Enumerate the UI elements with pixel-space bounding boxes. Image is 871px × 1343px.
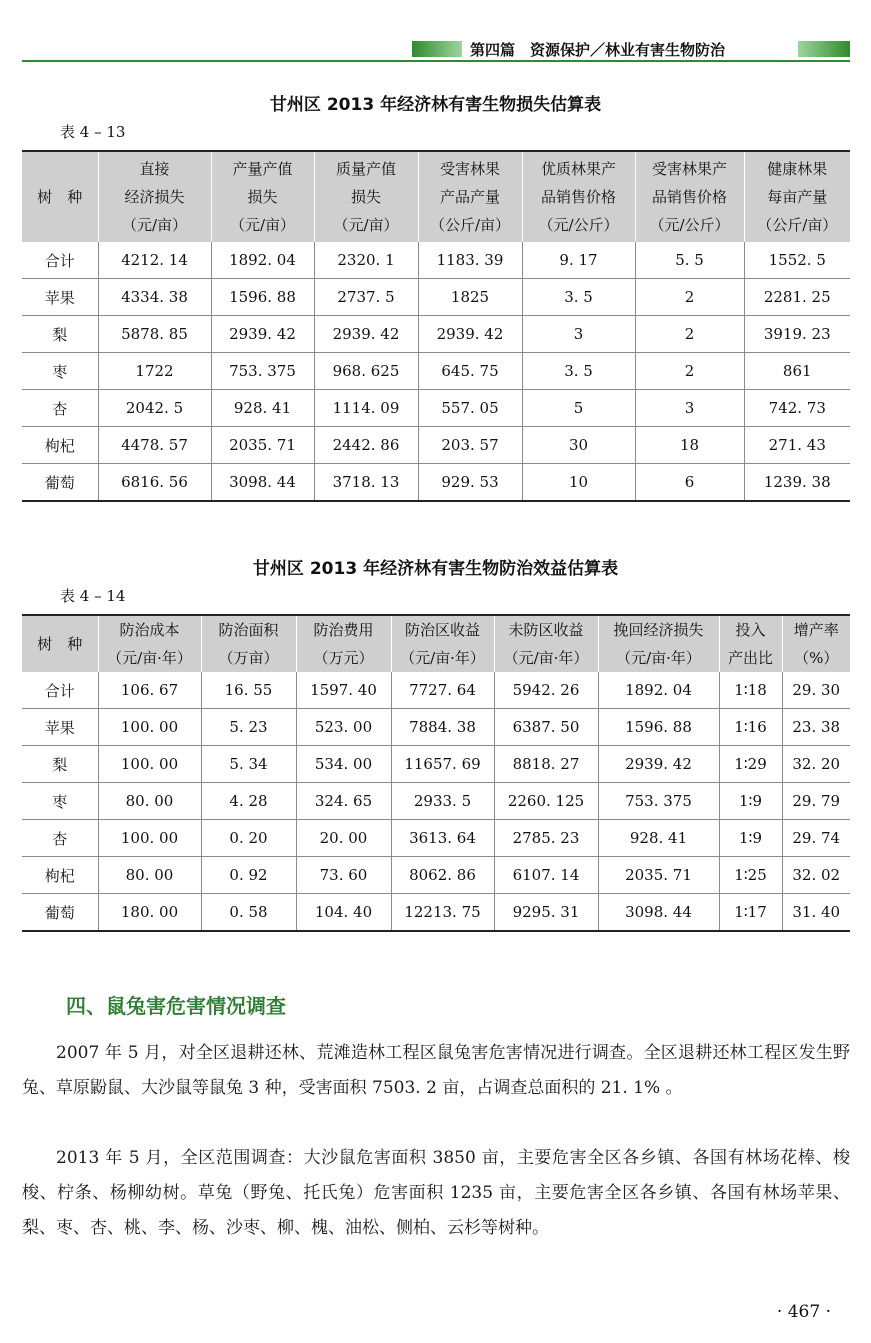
table-cell: 106. 67 <box>98 672 201 709</box>
table-cell: 2 <box>635 353 744 390</box>
table-cell: 1114. 09 <box>314 390 418 427</box>
table-cell: 928. 41 <box>211 390 314 427</box>
table-cell: 9. 17 <box>522 242 635 279</box>
column-header-line: 增产率 <box>793 621 839 639</box>
table-cell: 20. 00 <box>296 820 391 857</box>
table-cell: 6816. 56 <box>98 464 211 502</box>
table-cell: 4. 28 <box>201 783 296 820</box>
column-header-line: 产出比 <box>727 649 773 667</box>
column-header-line: 品销售价格 <box>651 188 727 206</box>
table-row <box>22 857 850 894</box>
table-cell: 2939. 42 <box>314 316 418 353</box>
table-cell: 7884. 38 <box>391 709 494 746</box>
running-header <box>0 40 871 64</box>
table-cell: 3613. 64 <box>391 820 494 857</box>
table2-header-row <box>22 615 850 672</box>
column-header-line: （元/亩·年） <box>107 649 192 667</box>
table-cell: 29. 30 <box>782 672 850 709</box>
table1-column-header <box>418 151 522 242</box>
table-cell: 523. 00 <box>296 709 391 746</box>
table-cell: 861 <box>744 353 850 390</box>
table-cell: 100. 00 <box>98 820 201 857</box>
column-header-line: 品销售价格 <box>540 188 616 206</box>
table-cell: 3 <box>522 316 635 353</box>
table-cell: 3. 5 <box>522 353 635 390</box>
table-cell: 32. 20 <box>782 746 850 783</box>
table-cell: 1∶16 <box>719 709 782 746</box>
column-header-line: 损失 <box>350 188 381 206</box>
table-cell: 1596. 88 <box>211 279 314 316</box>
table-cell: 2442. 86 <box>314 427 418 464</box>
table-cell: 104. 40 <box>296 894 391 932</box>
table-cell: 5878. 85 <box>98 316 211 353</box>
table-cell: 1∶9 <box>719 783 782 820</box>
table-cell: 5. 23 <box>201 709 296 746</box>
table-cell: 2939. 42 <box>211 316 314 353</box>
column-header-line: （元/亩） <box>121 216 188 234</box>
column-header-line: 防治成本 <box>119 621 180 639</box>
tree-species-cell: 枣 <box>22 783 98 820</box>
table-cell: 80. 00 <box>98 857 201 894</box>
table-cell: 23. 38 <box>782 709 850 746</box>
table-cell: 1825 <box>418 279 522 316</box>
tree-species-cell: 合计 <box>22 672 98 709</box>
table-cell: 1∶17 <box>719 894 782 932</box>
table-cell: 1∶9 <box>719 820 782 857</box>
table-cell: 557. 05 <box>418 390 522 427</box>
table-cell: 16. 55 <box>201 672 296 709</box>
table-cell: 8062. 86 <box>391 857 494 894</box>
column-header-line: （元/公斤） <box>649 216 730 234</box>
table-row <box>22 783 850 820</box>
table2-column-header <box>494 615 598 672</box>
table-cell: 30 <box>522 427 635 464</box>
table-cell: 324. 65 <box>296 783 391 820</box>
tree-species-cell: 苹果 <box>22 709 98 746</box>
table-cell: 1183. 39 <box>418 242 522 279</box>
table-cell: 1552. 5 <box>744 242 850 279</box>
column-header-line: 未防区收益 <box>508 621 584 639</box>
table-cell: 2035. 71 <box>598 857 719 894</box>
table-cell: 5. 5 <box>635 242 744 279</box>
table-row <box>22 316 850 353</box>
header-bar-left <box>412 41 462 57</box>
table2-column-header <box>201 615 296 672</box>
table-cell: 534. 00 <box>296 746 391 783</box>
table2-column-header <box>22 615 98 672</box>
table-cell: 5. 34 <box>201 746 296 783</box>
table-cell: 180. 00 <box>98 894 201 932</box>
table-row <box>22 820 850 857</box>
table1-body <box>22 242 850 501</box>
table-row <box>22 242 850 279</box>
column-header-line: （元/亩） <box>229 216 296 234</box>
column-header-line: （万亩） <box>218 649 279 667</box>
table1-number: 表 4 – 13 <box>60 123 126 141</box>
column-header-line: 树 种 <box>37 188 83 206</box>
column-header-line: 优质林果产 <box>540 160 616 178</box>
table1-column-header <box>635 151 744 242</box>
tree-species-cell: 葡萄 <box>22 894 98 932</box>
table-cell: 2 <box>635 316 744 353</box>
table-cell: 11657. 69 <box>391 746 494 783</box>
column-header-line: 产量产值 <box>232 160 293 178</box>
tree-species-cell: 葡萄 <box>22 464 98 502</box>
table-row <box>22 427 850 464</box>
column-header-line: （元/亩·年） <box>503 649 589 667</box>
table-cell: 3919. 23 <box>744 316 850 353</box>
paragraph-2: 2013 年 5 月，全区范围调查：大沙鼠危害面积 3850 亩，主要危害全区各乡镇、各国有林场花棒、梭梭、柠条、杨柳幼树。草兔（野兔、托氏兔）危害面积 1235 亩，主要危害全区各乡镇、各国有林场苹果、梨、枣、杏、桃、李、杨、沙枣、柳、槐、油松、侧柏、云杉等树种。 <box>22 1148 850 1238</box>
column-header-line: 受害林果产 <box>651 160 727 178</box>
table-row <box>22 709 850 746</box>
table-cell: 2737. 5 <box>314 279 418 316</box>
table-cell: 1596. 88 <box>598 709 719 746</box>
table-cell: 100. 00 <box>98 746 201 783</box>
table-row <box>22 746 850 783</box>
table2-body <box>22 672 850 931</box>
column-header-line: （元/亩） <box>333 216 399 234</box>
table-cell: 4212. 14 <box>98 242 211 279</box>
tree-species-cell: 合计 <box>22 242 98 279</box>
table1-column-header <box>22 151 98 242</box>
column-header-line: 直接 <box>139 160 170 178</box>
table-cell: 1597. 40 <box>296 672 391 709</box>
table-cell: 18 <box>635 427 744 464</box>
table-cell: 5 <box>522 390 635 427</box>
tree-species-cell: 杏 <box>22 390 98 427</box>
column-header-line: （元/亩·年） <box>616 649 701 667</box>
table-cell: 929. 53 <box>418 464 522 502</box>
table-cell: 6387. 50 <box>494 709 598 746</box>
tree-species-cell: 枸杞 <box>22 427 98 464</box>
column-header-line: 质量产值 <box>335 160 396 178</box>
table-row <box>22 894 850 932</box>
table-cell: 7727. 64 <box>391 672 494 709</box>
table-row <box>22 353 850 390</box>
table-cell: 271. 43 <box>744 427 850 464</box>
table-cell: 10 <box>522 464 635 502</box>
table-cell: 1892. 04 <box>211 242 314 279</box>
table-cell: 73. 60 <box>296 857 391 894</box>
table-cell: 1∶29 <box>719 746 782 783</box>
table-cell: 4478. 57 <box>98 427 211 464</box>
table-cell: 203. 57 <box>418 427 522 464</box>
table2-column-header <box>719 615 782 672</box>
table-cell: 12213. 75 <box>391 894 494 932</box>
column-header-line: 受害林果 <box>439 160 500 178</box>
table-cell: 2 <box>635 279 744 316</box>
column-header-line: （公斤/亩） <box>429 216 511 234</box>
table-cell: 6107. 14 <box>494 857 598 894</box>
table-row <box>22 390 850 427</box>
table1-column-header <box>98 151 211 242</box>
column-header-line: 树 种 <box>37 635 83 653</box>
tree-species-cell: 杏 <box>22 820 98 857</box>
page-number: · 467 · <box>776 1302 831 1322</box>
table1-column-header <box>522 151 635 242</box>
table-cell: 753. 375 <box>211 353 314 390</box>
header-title: 第四篇 资源保护／林业有害生物防治 <box>470 41 726 59</box>
table-cell: 2939. 42 <box>598 746 719 783</box>
table-cell: 100. 00 <box>98 709 201 746</box>
column-header-line: （公斤/亩） <box>757 216 838 234</box>
table2-column-header <box>598 615 719 672</box>
table1-column-header <box>314 151 418 242</box>
table-cell: 4334. 38 <box>98 279 211 316</box>
table-cell: 2939. 42 <box>418 316 522 353</box>
table1-loss-estimate <box>22 150 850 502</box>
table-cell: 31. 40 <box>782 894 850 932</box>
column-header-line: 防治费用 <box>313 621 374 639</box>
table-cell: 645. 75 <box>418 353 522 390</box>
tree-species-cell: 枣 <box>22 353 98 390</box>
table-cell: 1722 <box>98 353 211 390</box>
column-header-line: 产品产量 <box>439 188 500 206</box>
table-cell: 0. 20 <box>201 820 296 857</box>
table-cell: 8818. 27 <box>494 746 598 783</box>
table-cell: 3098. 44 <box>598 894 719 932</box>
table-row <box>22 672 850 709</box>
column-header-line: （%） <box>794 649 839 667</box>
table-cell: 2035. 71 <box>211 427 314 464</box>
table1-column-header <box>211 151 314 242</box>
table-cell: 3718. 13 <box>314 464 418 502</box>
table-cell: 32. 02 <box>782 857 850 894</box>
table-cell: 2785. 23 <box>494 820 598 857</box>
table2-number: 表 4 – 14 <box>60 587 126 605</box>
table-cell: 29. 74 <box>782 820 850 857</box>
table2-column-header <box>296 615 391 672</box>
column-header-line: 每亩产量 <box>767 188 828 206</box>
column-header-line: 挽回经济损失 <box>613 621 704 639</box>
table-cell: 742. 73 <box>744 390 850 427</box>
column-header-line: 防治区收益 <box>404 621 480 639</box>
table-cell: 928. 41 <box>598 820 719 857</box>
section-heading: 四、鼠兔害危害情况调查 <box>66 994 286 1018</box>
table-row <box>22 464 850 502</box>
table2-column-header <box>391 615 494 672</box>
table-cell: 0. 92 <box>201 857 296 894</box>
column-header-line: （万元） <box>313 649 374 667</box>
tree-species-cell: 梨 <box>22 316 98 353</box>
header-rule <box>22 60 850 62</box>
paragraph-1: 2007 年 5 月，对全区退耕还林、荒滩造林工程区鼠兔害危害情况进行调查。全区退耕还林工程区发生野兔、草原鼢鼠、大沙鼠等鼠兔 3 种，受害面积 7503. 2 亩，占调查总面积的 21. 1% 。 <box>22 1043 850 1098</box>
table1-column-header <box>744 151 850 242</box>
table-cell: 5942. 26 <box>494 672 598 709</box>
table-cell: 3. 5 <box>522 279 635 316</box>
table-cell: 1892. 04 <box>598 672 719 709</box>
column-header-line: 健康林果 <box>767 160 828 178</box>
column-header-line: 经济损失 <box>124 188 185 206</box>
table-cell: 2281. 25 <box>744 279 850 316</box>
table2-column-header <box>98 615 201 672</box>
table-cell: 2320. 1 <box>314 242 418 279</box>
table-cell: 2933. 5 <box>391 783 494 820</box>
table-cell: 3098. 44 <box>211 464 314 502</box>
table-cell: 2260. 125 <box>494 783 598 820</box>
table-cell: 9295. 31 <box>494 894 598 932</box>
table2-benefit-estimate <box>22 614 850 932</box>
column-header-line: （元/亩·年） <box>400 649 485 667</box>
table-row <box>22 279 850 316</box>
column-header-line: 投入 <box>735 621 766 639</box>
table1-title: 甘州区 2013 年经济林有害生物损失估算表 <box>269 95 602 115</box>
table2-title: 甘州区 2013 年经济林有害生物防治效益估算表 <box>252 559 619 579</box>
table1-header-row <box>22 151 850 242</box>
table-cell: 1∶25 <box>719 857 782 894</box>
table-cell: 1239. 38 <box>744 464 850 502</box>
column-header-line: 损失 <box>247 188 278 206</box>
table2-column-header <box>782 615 850 672</box>
column-header-line: 防治面积 <box>218 621 279 639</box>
table-cell: 29. 79 <box>782 783 850 820</box>
tree-species-cell: 苹果 <box>22 279 98 316</box>
table-cell: 753. 375 <box>598 783 719 820</box>
tree-species-cell: 枸杞 <box>22 857 98 894</box>
header-bar-right <box>798 41 850 57</box>
table-cell: 1∶18 <box>719 672 782 709</box>
table-cell: 3 <box>635 390 744 427</box>
table-cell: 6 <box>635 464 744 502</box>
column-header-line: （元/公斤） <box>538 216 619 234</box>
tree-species-cell: 梨 <box>22 746 98 783</box>
table-cell: 80. 00 <box>98 783 201 820</box>
table-cell: 2042. 5 <box>98 390 211 427</box>
table-cell: 0. 58 <box>201 894 296 932</box>
table-cell: 968. 625 <box>314 353 418 390</box>
